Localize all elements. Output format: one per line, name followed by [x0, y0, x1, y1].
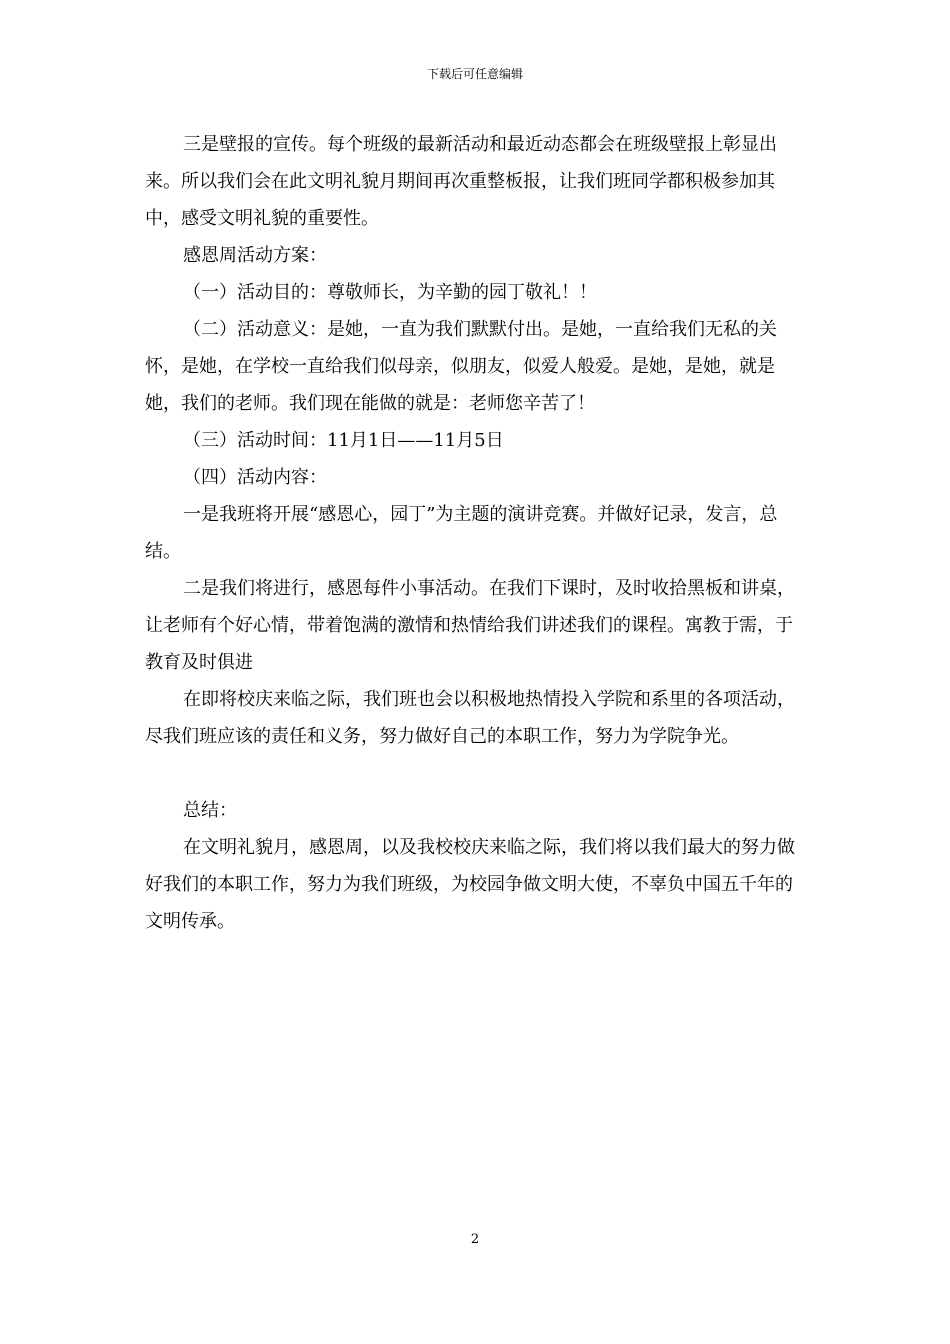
paragraph-activity-time: （三）活动时间：11月1日——11月5日	[183, 430, 504, 451]
paragraph-activity-content: （四）活动内容：	[183, 467, 327, 488]
paragraph-speech-contest: 一是我班将开展“感恩心，园丁”为主题的演讲竞赛。并做好记录，发言，总结。	[145, 504, 778, 562]
document-body	[145, 126, 810, 940]
paragraph-summary-title: 总结：	[183, 800, 237, 821]
paragraph-anniversary: 在即将校庆来临之际，我们班也会以积极地热情投入学院和系里的各项活动，尽我们班应该的责任和义务，努力做好自己的本职工作，努力为学院争光。	[145, 689, 795, 747]
page-number: 2	[470, 1232, 480, 1247]
paragraph-small-things: 二是我们将进行，感恩每件小事活动。在我们下课时，及时收拾黑板和讲桌，让老师有个好心情，带着饱满的激情和热情给我们讲述我们的课程。寓教于需，于教育及时俱进	[145, 578, 795, 673]
paragraph-activity-meaning: （二）活动意义：是她，一直为我们默默付出。是她，一直给我们无私的关怀，是她，在学校一直给我们似母亲，似朋友，似爱人般爱。是她，是她，就是她，我们的老师。我们现在能做的就是：老师您辛苦了！	[145, 319, 777, 414]
page-header: 下载后可任意编辑	[426, 67, 523, 81]
paragraph-summary: 在文明礼貌月，感恩周，以及我校校庆来临之际，我们将以我们最大的努力做好我们的本职工作，努力为我们班级，为校园争做文明大使，不辜负中国五千年的文明传承。	[145, 837, 795, 932]
paragraph-thanksgiving-plan-title: 感恩周活动方案：	[183, 245, 327, 266]
paragraph-wall-newspaper: 三是壁报的宣传。每个班级的最新活动和最近动态都会在班级壁报上彰显出来。所以我们会在此文明礼貌月期间再次重整板报，让我们班同学都积极参加其中，感受文明礼貌的重要性。	[145, 134, 777, 229]
paragraph-activity-purpose: （一）活动目的：尊敬师长，为辛勤的园丁敬礼！！	[183, 282, 597, 303]
